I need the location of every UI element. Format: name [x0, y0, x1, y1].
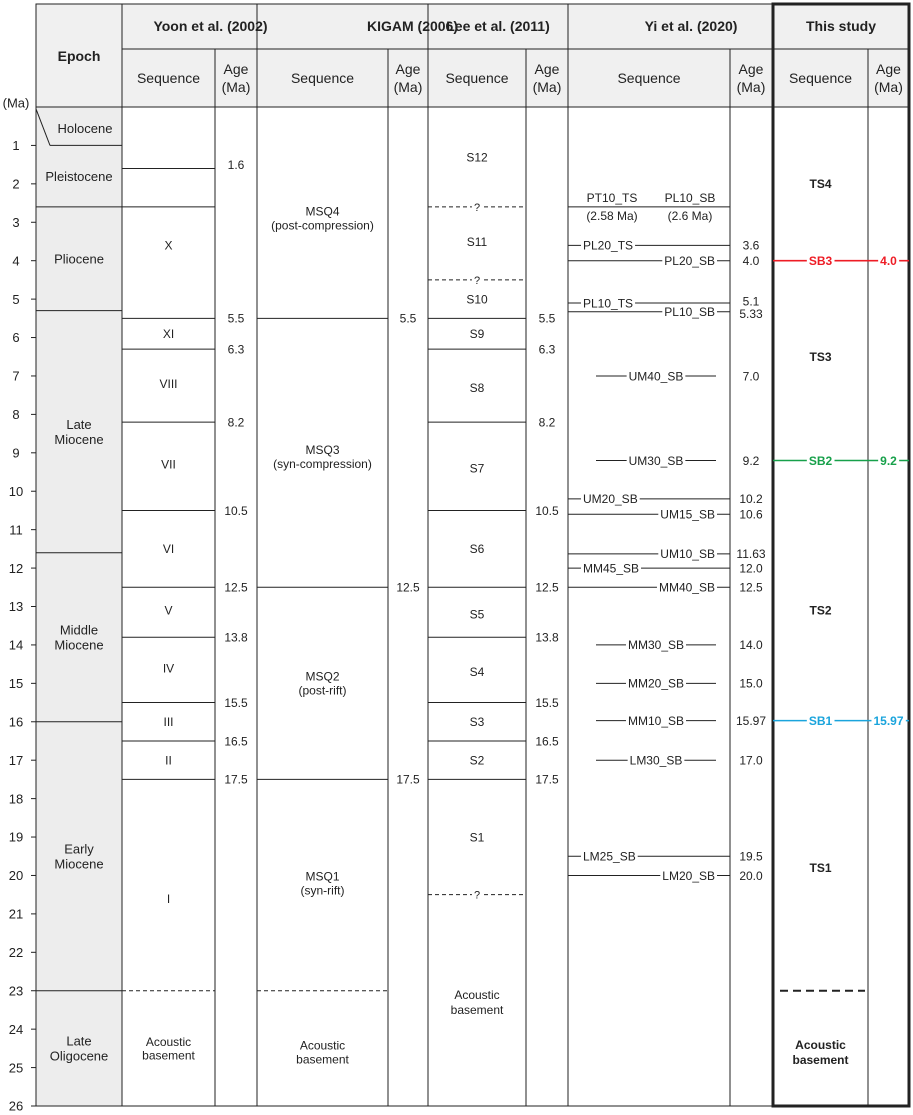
header-sequence-1: Sequence — [290, 70, 355, 87]
lee-sequence-7: S5 — [469, 607, 485, 622]
yi-pl10-sb-age: (2.6 Ma) — [667, 209, 713, 224]
yoon-sequence-3: VII — [161, 457, 176, 472]
yi-surface-label-11: MM30_SB — [627, 638, 685, 653]
axis-label-24: 24 — [8, 1021, 24, 1037]
axis-label-22: 22 — [8, 944, 24, 960]
axis-label-23: 23 — [8, 983, 24, 999]
axis-label-7: 7 — [12, 368, 20, 384]
yi-surface-label-5: UM30_SB — [628, 453, 684, 468]
this-study-sequence-0: TS4 — [809, 177, 832, 192]
kigam-sequence-1: MSQ3 (syn-compression) — [273, 442, 372, 471]
header-age-0: Age — [223, 61, 249, 78]
axis-label-17: 17 — [8, 752, 24, 768]
lee-sequence-5: S7 — [469, 461, 485, 476]
yi-surface-age-4: 7.0 — [742, 369, 760, 384]
header-age-unit-1: (Ma) — [393, 79, 423, 96]
yi-surface-label-4: UM40_SB — [628, 369, 684, 384]
yi-surface-age-16: 20.0 — [739, 868, 763, 883]
yi-pt10-ts-label: PT10_TS — [586, 191, 638, 206]
yi-surface-label-10: MM40_SB — [658, 580, 715, 595]
yi-surface-age-12: 15.0 — [739, 676, 763, 691]
yoon-age-1: 5.5 — [227, 311, 245, 326]
axis-label-20: 20 — [8, 868, 24, 884]
this-study-boundary-label-0: SB3 — [808, 254, 833, 269]
header-age-unit-3: (Ma) — [736, 79, 766, 96]
axis-label-16: 16 — [8, 714, 24, 730]
kigam-sequence-0: MSQ4 (post-compression) — [271, 204, 374, 233]
yi-surface-age-8: 11.63 — [736, 547, 766, 562]
header-age-2: Age — [534, 61, 560, 78]
header-age-unit-0: (Ma) — [221, 79, 251, 96]
yi-surface-age-5: 9.2 — [742, 453, 760, 468]
epoch-label-6: Late Oligocene — [49, 1033, 109, 1064]
header-age-unit-4: (Ma) — [874, 79, 903, 96]
yoon-sequence-10: Acoustic basement — [142, 1034, 195, 1063]
yoon-sequence-6: IV — [162, 661, 175, 676]
yi-surface-label-6: UM20_SB — [583, 492, 638, 507]
yi-surface-label-15: LM25_SB — [583, 849, 636, 864]
kigam-sequence-2: MSQ2 (post-rift) — [298, 669, 347, 698]
yi-surface-age-10: 12.5 — [739, 580, 763, 595]
axis-label-19: 19 — [8, 829, 24, 845]
header-age-unit-2: (Ma) — [532, 79, 562, 96]
lee-age-2: 8.2 — [538, 415, 556, 430]
header-age-3: Age — [738, 61, 764, 78]
header-age-4: Age — [876, 61, 901, 78]
lee-sequence-6: S6 — [469, 542, 485, 557]
axis-label-12: 12 — [8, 560, 24, 576]
axis-label-6: 6 — [12, 330, 20, 346]
yoon-sequence-4: VI — [162, 542, 175, 557]
yoon-age-6: 13.8 — [224, 630, 248, 645]
yoon-age-9: 17.5 — [224, 772, 248, 787]
yi-surface-age-2: 5.1 — [742, 294, 760, 309]
yi-surface-age-1: 4.0 — [742, 254, 760, 269]
yoon-age-4: 10.5 — [224, 503, 248, 518]
axis-label-10: 10 — [8, 483, 24, 499]
epoch-label-2: Pliocene — [54, 251, 104, 267]
axis-label-9: 9 — [12, 445, 20, 461]
yoon-age-8: 16.5 — [224, 734, 248, 749]
kigam-age-0: 5.5 — [399, 311, 417, 326]
lee-sequence-0: S12 — [466, 150, 488, 165]
axis-label-4: 4 — [12, 253, 20, 269]
lee-question-0: ? — [473, 201, 481, 214]
axis-label-8: 8 — [12, 407, 20, 423]
lee-sequence-10: S2 — [469, 753, 485, 768]
lee-question-2: ? — [473, 889, 481, 902]
yi-surface-age-11: 14.0 — [739, 638, 763, 653]
lee-sequence-11: S1 — [469, 830, 485, 845]
yi-surface-age-15: 19.5 — [739, 849, 763, 864]
lee-age-7: 16.5 — [535, 734, 559, 749]
yoon-age-3: 8.2 — [227, 415, 245, 430]
epoch-label-4: Middle Miocene — [54, 622, 104, 653]
yoon-sequence-2: VIII — [159, 376, 178, 391]
axis-label-11: 11 — [9, 522, 23, 538]
lee-sequence-1: S11 — [466, 234, 488, 249]
yi-surface-label-14: LM30_SB — [629, 753, 683, 768]
epoch-label-5: Early Miocene — [54, 841, 104, 872]
header-sequence-2: Sequence — [445, 70, 509, 87]
this-study-sequence-1: TS3 — [809, 350, 832, 365]
lee-age-5: 13.8 — [535, 630, 559, 645]
yi-surface-label-0: PL20_TS — [583, 238, 634, 253]
yi-pt10-ts-age: (2.58 Ma) — [586, 209, 638, 224]
axis-label-5: 5 — [12, 291, 20, 307]
yi-surface-label-16: LM20_SB — [662, 868, 715, 883]
epoch-label-0: Holocene — [57, 120, 113, 136]
header-sequence-4: Sequence — [788, 70, 853, 87]
yi-surface-label-2: PL10_TS — [583, 296, 634, 311]
yoon-sequence-0: X — [164, 238, 173, 253]
header-kigam: KIGAM (2006) — [366, 18, 459, 35]
lee-sequence-9: S3 — [469, 715, 485, 730]
axis-label-15: 15 — [8, 676, 24, 692]
this-study-boundary-age-0: 4.0 — [880, 254, 897, 269]
yi-surface-age-13: 15.97 — [735, 713, 767, 728]
header-sequence-3: Sequence — [617, 70, 681, 87]
header-lee: Lee et al. (2011) — [446, 18, 550, 35]
lee-age-8: 17.5 — [535, 772, 559, 787]
this-study-boundary-label-1: SB2 — [808, 453, 833, 468]
lee-age-4: 12.5 — [535, 580, 559, 595]
header-sequence-0: Sequence — [136, 70, 201, 87]
lee-sequence-12: Acoustic basement — [450, 988, 504, 1018]
axis-label-21: 21 — [8, 906, 24, 922]
axis-label-14: 14 — [8, 637, 24, 653]
header-yoon: Yoon et al. (2002) — [153, 18, 268, 35]
axis-label-13: 13 — [8, 599, 24, 615]
lee-sequence-3: S9 — [469, 327, 485, 342]
yi-surface-age-9: 12.0 — [739, 561, 763, 576]
lee-question-1: ? — [473, 274, 481, 287]
epoch-label-3: Late Miocene — [54, 416, 104, 447]
axis-label-1: 1 — [12, 138, 20, 154]
header-this-study: This study — [805, 18, 877, 35]
this-study-sequence-4: Acoustic basement — [792, 1038, 849, 1068]
lee-age-0: 5.5 — [538, 311, 556, 326]
this-study-frame — [773, 4, 909, 1106]
this-study-boundary-label-2: SB1 — [808, 713, 833, 728]
yoon-age-2: 6.3 — [227, 342, 245, 357]
axis-label-2: 2 — [12, 176, 20, 192]
this-study-boundary-age-2: 15.97 — [873, 713, 904, 728]
lee-age-6: 15.5 — [535, 695, 559, 710]
axis-label-18: 18 — [8, 791, 24, 807]
lee-sequence-2: S10 — [466, 292, 488, 307]
this-study-sequence-2: TS2 — [809, 603, 832, 618]
yi-surface-age-14: 17.0 — [739, 753, 763, 768]
lee-age-1: 6.3 — [538, 342, 556, 357]
yi-surface-label-7: UM15_SB — [660, 507, 715, 522]
axis-label-25: 25 — [8, 1060, 24, 1076]
yi-surface-label-9: MM45_SB — [583, 561, 640, 576]
yi-surface-label-1: PL20_SB — [664, 254, 715, 269]
kigam-age-1: 12.5 — [396, 580, 420, 595]
header-yi: Yi et al. (2020) — [644, 18, 738, 35]
lee-age-3: 10.5 — [535, 503, 559, 518]
yi-surface-age-6: 10.2 — [739, 492, 763, 507]
header-epoch: Epoch — [57, 48, 101, 65]
yi-pl10-sb-label: PL10_SB — [664, 191, 716, 206]
kigam-age-2: 17.5 — [396, 772, 420, 787]
yoon-sequence-8: II — [165, 753, 172, 768]
yi-surface-label-8: UM10_SB — [660, 547, 715, 562]
yoon-sequence-5: V — [164, 603, 173, 618]
yoon-age-7: 15.5 — [224, 695, 248, 710]
yi-surface-label-12: MM20_SB — [627, 676, 685, 691]
epoch-label-1: Pleistocene — [45, 168, 113, 184]
yoon-sequence-1: XI — [162, 327, 175, 342]
axis-unit: (Ma) — [2, 95, 30, 111]
yi-surface-age-7: 10.6 — [739, 507, 763, 522]
yoon-age-0: 1.6 — [227, 157, 245, 172]
axis-label-26: 26 — [8, 1098, 24, 1114]
yi-surface-label-3: PL10_SB — [664, 305, 715, 320]
yi-surface-label-13: MM10_SB — [627, 713, 685, 728]
yoon-age-5: 12.5 — [224, 580, 248, 595]
this-study-sequence-3: TS1 — [809, 861, 832, 876]
this-study-boundary-age-1: 9.2 — [880, 453, 897, 468]
kigam-sequence-3: MSQ1 (syn-rift) — [300, 869, 345, 898]
header-age-1: Age — [395, 61, 421, 78]
lee-sequence-4: S8 — [469, 380, 485, 395]
axis-label-3: 3 — [12, 214, 20, 230]
yoon-sequence-7: III — [163, 715, 174, 730]
yi-surface-age-3: 5.33 — [739, 307, 763, 322]
kigam-sequence-4: Acoustic basement — [296, 1038, 349, 1067]
yoon-sequence-9: I — [166, 891, 171, 906]
lee-sequence-8: S4 — [469, 665, 485, 680]
yi-surface-age-0: 3.6 — [742, 238, 760, 253]
